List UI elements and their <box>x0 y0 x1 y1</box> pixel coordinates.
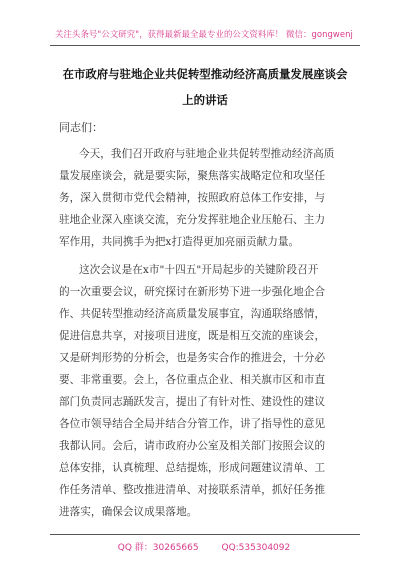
paragraph-2-line: 我都认同。会后，请市政府办公室及相关部门按照会议的 <box>59 440 326 452</box>
paragraph-2-line: 要、非常重要。会上，各位重点企业、相关旗市区和市直 <box>59 374 326 386</box>
paragraph-1-line: 军作用，共同携手为把x打造得更加亮丽贡献力量。 <box>59 236 300 248</box>
paragraph-2-line: 部门负责同志踊跃发言，提出了有针对性、建设性的建议 <box>59 396 326 408</box>
paragraph-2-line: 总体安排，认真梳理、总结提炼，形成问题建议清单、工 <box>59 462 326 474</box>
paragraph-1-line: 量发展座谈会，就是要实际，聚焦落实战略定位和攻坚任 <box>59 170 326 182</box>
paragraph-2-line: 进落实，确保会议成果落地。 <box>59 506 198 518</box>
paragraph-2-line: 促进信息共享，对接项目进度，既是相互交流的座谈会， <box>59 330 326 342</box>
header-divider <box>50 45 360 46</box>
footer-contact <box>0 540 408 553</box>
footer-qq-group: QQ 群：30265665 <box>117 543 199 553</box>
paragraph-2-line: 作、共促转型推动经济高质量发展事宜，沟通联络感情， <box>59 308 326 320</box>
paragraph-1-line: 驻地企业深入座谈交流，充分发挥驻地企业压舱石、主力 <box>59 214 326 226</box>
footer-divider <box>50 534 360 535</box>
paragraph-2-line: 的一次重要会议，研究探讨在新形势下进一步强化地企合 <box>59 286 326 298</box>
header-banner: 关注头条号"公文研究"，获得最新最全最专业的公文资料库！ 微信：gongwenj <box>55 29 353 39</box>
paragraph-2-line: 作任务清单、整改推进清单、对接联系清单，抓好任务推 <box>59 484 326 496</box>
salutation: 同志们： <box>59 121 103 134</box>
paragraph-1-line: 务，深入贯彻市党代会精神，按照政府总体工作安排，与 <box>59 192 326 204</box>
footer-qq: QQ:535304092 <box>221 543 291 553</box>
document-title-line-2: 上的讲话 <box>182 93 228 107</box>
paragraph-1-line: 今天，我们召开政府与驻地企业共促转型推动经济高质 <box>79 148 335 160</box>
document-title-line-1: 在市政府与驻地企业共促转型推动经济高质量发展座谈会 <box>62 67 348 81</box>
paragraph-2-line: 这次会议是在x市"十四五"开局起步的关键阶段召开 <box>79 264 319 276</box>
paragraph-2-line: 又是研判形势的分析会，也是务实合作的推进会，十分必 <box>59 352 326 364</box>
paragraph-2-line: 各位市领导结合全局并结合分管工作，讲了指导性的意见 <box>59 418 326 430</box>
